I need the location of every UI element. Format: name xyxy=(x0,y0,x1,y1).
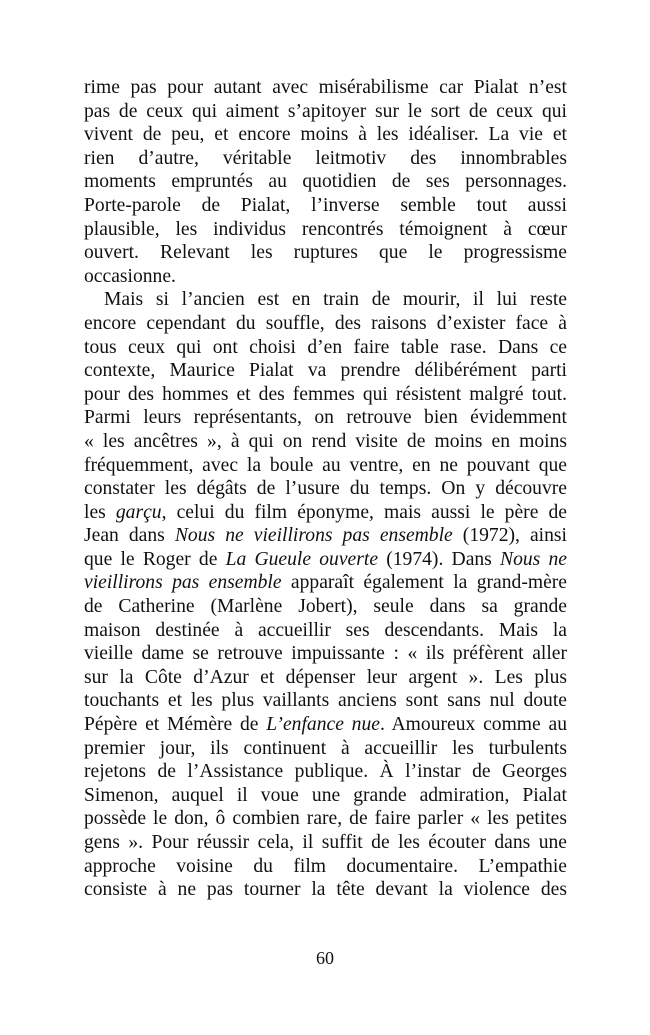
text-line: Porte-parole de Pialat, l’inverse semble tout aussi xyxy=(84,194,567,216)
text-line: moments empruntés au quotidien de ses personnages. xyxy=(84,171,567,193)
text-line: premier jour, ils continuent à accueillir les turbulents xyxy=(84,737,567,759)
text-line: Parmi leurs représentants, on retrouve bien évidemment xyxy=(84,407,567,429)
text-line: que le Roger de La Gueule ouverte (1974). Dans Nous ne xyxy=(84,548,567,570)
text-line: rejetons de l’Assistance publique. À l’instar de Georges xyxy=(84,761,567,783)
text-line: rime pas pour autant avec misérabilisme car Pialat n’est xyxy=(84,77,567,98)
text-line: consiste à ne pas tourner la tête devant la violence des xyxy=(84,879,567,901)
text-line: occasionne. xyxy=(84,265,176,287)
film-title: garçu xyxy=(115,501,162,523)
text-line: les garçu, celui du film éponyme, mais aussi le père de xyxy=(84,501,567,523)
text-line: contexte, Maurice Pialat va prendre délibérément parti xyxy=(84,360,567,382)
film-title: vieillirons pas ensemble xyxy=(84,572,282,594)
text-line: fréquemment, avec la boule au ventre, en ne pouvant que xyxy=(84,454,567,476)
page-number: 60 xyxy=(316,948,334,968)
text-line: touchants et les plus vaillants anciens sont sans nul doute xyxy=(84,690,567,712)
text-line: possède le don, ô combien rare, de faire parler « les petites xyxy=(84,808,567,830)
film-title: Nous ne xyxy=(500,548,567,570)
film-title: La Gueule ouverte xyxy=(225,548,379,570)
text-line: approche voisine du film documentaire. L’empathie xyxy=(84,855,567,877)
text-line: pour des hommes et des femmes qui résistent malgré tout. xyxy=(84,383,567,405)
text-line: sur la Côte d’Azur et dépenser leur argent ». Les plus xyxy=(84,666,567,688)
body-text xyxy=(84,76,567,902)
text-line: Simenon, auquel il voue une grande admiration, Pialat xyxy=(84,784,567,806)
text-line: vieille dame se retrouve impuissante : « ils préfèrent aller xyxy=(84,643,567,665)
film-title: Nous ne vieillirons pas ensemble xyxy=(174,525,453,547)
text-line: tous ceux qui ont choisi d’en faire table rase. Dans ce xyxy=(84,336,567,358)
text-line: plausible, les individus rencontrés témoignent à cœur xyxy=(84,218,567,240)
text-line: de Catherine (Marlène Jobert), seule dans sa grande xyxy=(84,596,567,618)
text-line: vieillirons pas ensemble apparaît également la grand-mère xyxy=(84,572,567,594)
text-line: constater les dégâts de l’usure du temps. On y découvre xyxy=(84,478,567,500)
text-line: « les ancêtres », à qui on rend visite de moins en moins xyxy=(84,430,567,452)
text-line: gens ». Pour réussir cela, il suffit de les écouter dans une xyxy=(84,832,567,853)
film-title: L’enfance nue xyxy=(266,714,380,736)
text-line: vivent de peu, et encore moins à les idéaliser. La vie et xyxy=(84,124,567,146)
text-line: maison destinée à accueillir ses descendants. Mais la xyxy=(84,619,567,641)
text-line: rien d’autre, véritable leitmotiv des innombrables xyxy=(84,147,567,169)
text-line: Pépère et Mémère de L’enfance nue. Amoureux comme au xyxy=(84,714,567,736)
text-line: encore cependant du souffle, des raisons d’exister face à xyxy=(84,312,567,334)
text-line: Mais si l’ancien est en train de mourir, il lui reste xyxy=(104,289,567,311)
text-line: ouvert. Relevant les ruptures que le progressisme xyxy=(84,242,567,264)
text-line: Jean dans Nous ne vieillirons pas ensemble (1972), ainsi xyxy=(84,525,567,547)
text-line: pas de ceux qui aiment s’apitoyer sur le sort de ceux qui xyxy=(84,100,567,122)
